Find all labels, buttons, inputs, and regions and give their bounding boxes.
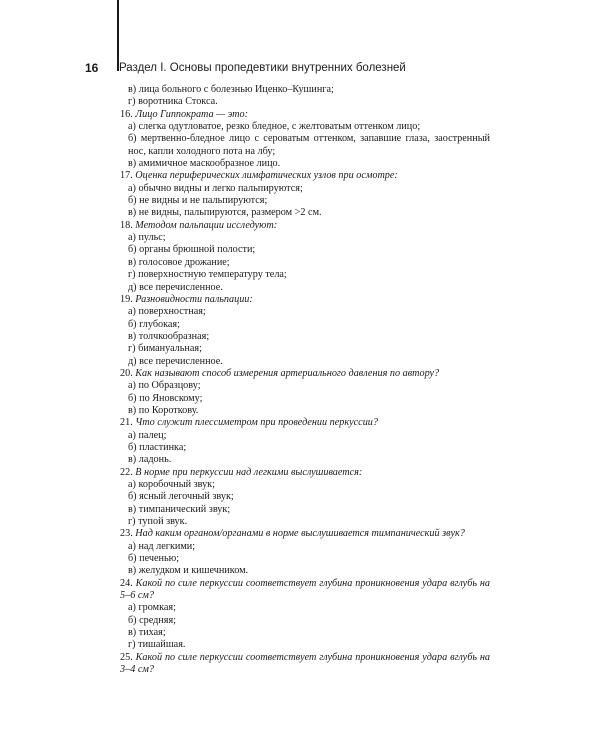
question-prompt: Как называют способ измерения артериального давления по автору?	[135, 367, 440, 379]
question-prompt: Разновидности пальпации:	[135, 293, 253, 305]
running-title: Раздел I. Основы пропедевтики внутренних болезней	[119, 62, 406, 74]
question-text	[120, 109, 490, 121]
answer-item: б) средняя;	[128, 614, 176, 626]
answer-item: в) голосовое дрожание;	[128, 256, 230, 268]
answer-item: а) по Образцову;	[128, 380, 201, 392]
question-number: 21.	[120, 417, 133, 429]
answer-item: б) печенью;	[128, 553, 180, 565]
question-block	[120, 578, 490, 652]
answer-item: б) глубокая;	[128, 318, 180, 330]
answer-item: в) амимичное маскообразное лицо.	[128, 158, 281, 170]
answer-item: в) желудком и кишечником.	[128, 565, 249, 577]
question-text	[120, 528, 490, 540]
question-text	[120, 467, 490, 479]
question-prompt: Лицо Гиппократа — это:	[135, 108, 248, 120]
question-block	[120, 652, 490, 677]
answer-item: б) ясный легочный звук;	[128, 491, 234, 503]
answer-item: б) мертвенно-бледное лицо с сероватым оттенком, запавшие глаза, заостренный нос, капли холодного пота на лбу;	[128, 133, 490, 157]
answer-item: б) пластинка;	[128, 441, 187, 453]
question-number: 24.	[120, 577, 133, 589]
answer-item: а) обычно видны и легко пальпируются;	[128, 182, 303, 194]
question-text	[120, 652, 490, 677]
answer-item: г) тишайшая.	[128, 639, 186, 651]
question-prompt: Оценка периферических лимфатических узлов при осмотре:	[135, 170, 398, 182]
answer-item: в) тихая;	[128, 627, 166, 639]
answer-item: г) поверхностную температуру тела;	[128, 269, 287, 281]
question-block	[120, 368, 490, 417]
answer-item: а) над легкими;	[128, 540, 196, 552]
question-number: 18.	[120, 219, 133, 231]
answer-item: г) воротника Стокса.	[128, 96, 218, 108]
page-content	[120, 84, 490, 677]
answer-item: в) по Короткову.	[128, 404, 199, 416]
answer-item: б) органы брюшной полости;	[128, 244, 256, 256]
answer-item: д) все перечисленное.	[128, 281, 223, 293]
question-list	[120, 109, 490, 677]
question-number: 25.	[120, 651, 133, 663]
question-number: 19.	[120, 293, 133, 305]
answer-item: б) по Яновскому;	[128, 392, 203, 404]
question-prompt: Над каким органом/органами в норме выслушивается тимпанический звук?	[135, 528, 465, 540]
answer-item: г) бимануальная;	[128, 343, 202, 355]
answer-item: а) поверхностная;	[128, 306, 206, 318]
page-number: 16	[85, 61, 99, 75]
question-number: 23.	[120, 528, 133, 540]
answer-item: а) коробочный звук;	[128, 479, 215, 490]
page-header	[85, 59, 406, 77]
question-prompt: Методом пальпации исследуют:	[135, 219, 278, 231]
question-prompt: Что служит плессиметром при проведении перкуссии?	[135, 417, 378, 429]
question-number: 20.	[120, 367, 133, 379]
question-number: 16.	[120, 108, 133, 120]
question-text	[120, 417, 490, 429]
question-block	[120, 170, 490, 219]
answer-item: а) слегка одутловатое, резко бледное, с желтоватым оттенком лицо;	[128, 121, 421, 133]
question-block	[120, 528, 490, 577]
question-text	[120, 294, 490, 306]
answer-item: г) тупой звук.	[128, 516, 188, 528]
answer-item: б) не видны и не пальпируются;	[128, 195, 268, 207]
answer-item: в) толчкообразная;	[128, 330, 210, 342]
answer-item: а) пульс;	[128, 232, 166, 244]
answer-item: а) громкая;	[128, 602, 176, 614]
question-text	[120, 220, 490, 232]
question-block	[120, 220, 490, 294]
answer-item: а) палец;	[128, 429, 167, 441]
question-prompt: Какой по силе перкуссии соответствует глубина проникновения удара вглубь на 5–6 см?	[120, 577, 490, 602]
question-text	[120, 170, 490, 182]
question-block	[120, 294, 490, 368]
question-block	[120, 467, 490, 529]
question-block	[120, 109, 490, 171]
answer-item: д) все перечисленное.	[128, 355, 223, 367]
question-text	[120, 368, 490, 380]
question-prompt: В норме при перкуссии над легкими выслушивается:	[135, 466, 363, 478]
answer-item: в) ладонь.	[128, 454, 172, 466]
question-number: 17.	[120, 170, 133, 182]
question-prompt: Какой по силе перкуссии соответствует глубина проникновения удара вглубь на 3–4 см?	[120, 651, 490, 676]
question-text	[120, 578, 490, 603]
question-block	[120, 417, 490, 466]
answer-item: в) лица больного с болезнью Иценко–Кушинга;	[128, 84, 334, 95]
answer-item: в) не видны, пальпируются, размером >2 см.	[128, 207, 322, 219]
question-number: 22.	[120, 466, 133, 478]
answer-item: в) тимпанический звук;	[128, 503, 231, 515]
